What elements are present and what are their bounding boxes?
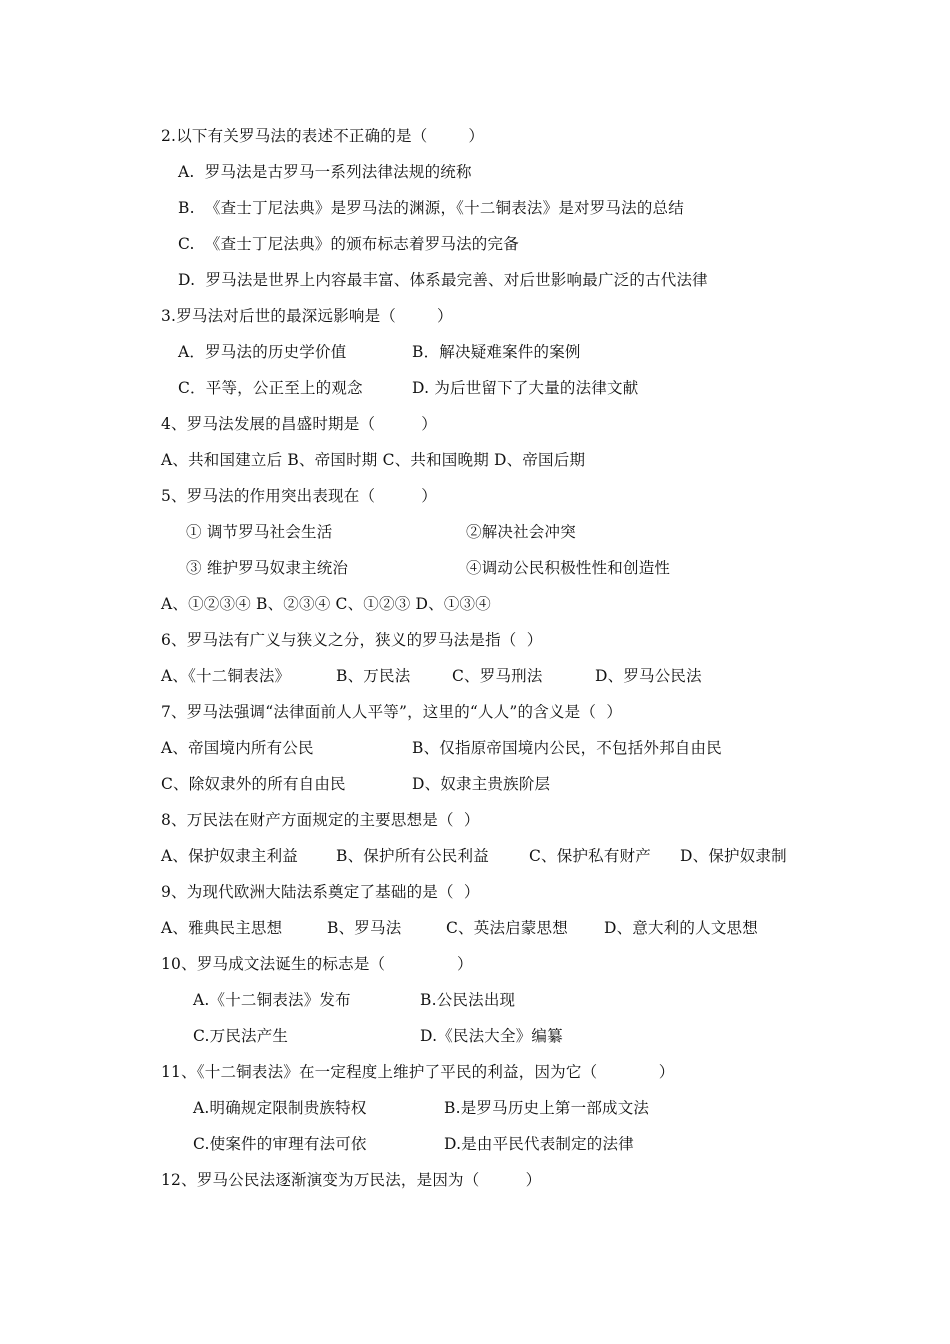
question-2-stem: 2.以下有关罗马法的表述不正确的是（ ） bbox=[161, 127, 485, 145]
question-10-option-d: D.《民法大全》编纂 bbox=[420, 1027, 563, 1045]
question-10-option-a: A.《十二铜表法》发布 bbox=[193, 991, 351, 1009]
question-6-option-a: A、《十二铜表法》 bbox=[161, 667, 291, 685]
question-8-option-a: A、保护奴隶主利益 bbox=[161, 847, 298, 865]
question-4-options: A、共和国建立后 B、帝国时期 C、共和国晚期 D、帝国后期 bbox=[161, 451, 586, 469]
question-3-option-a: A．罗马法的历史学价值 bbox=[178, 343, 347, 361]
question-7-option-d: D、奴隶主贵族阶层 bbox=[412, 775, 551, 793]
question-5-item-4: ④调动公民积极性性和创造性 bbox=[466, 559, 671, 577]
question-2-option-d: D. 罗马法是世界上内容最丰富、体系最完善、对后世影响最广泛的古代法律 bbox=[178, 271, 708, 289]
question-6-option-b: B、万民法 bbox=[336, 667, 411, 685]
question-6-option-d: D、罗马公民法 bbox=[595, 667, 702, 685]
question-6-option-c: C、罗马刑法 bbox=[452, 667, 543, 685]
question-5-item-1: ① 调节罗马社会生活 bbox=[186, 523, 333, 541]
question-11-option-a: A.明确规定限制贵族特权 bbox=[193, 1099, 367, 1117]
question-2-option-b: B. 《查士丁尼法典》是罗马法的渊源，《十二铜表法》是对罗马法的总结 bbox=[178, 199, 684, 217]
question-7-option-b: B、仅指原帝国境内公民，不包括外邦自由民 bbox=[412, 739, 722, 757]
question-9-option-d: D、意大利的人文思想 bbox=[604, 919, 758, 937]
question-5-item-3: ③ 维护罗马奴隶主统治 bbox=[186, 559, 349, 577]
question-12-stem: 12、罗马公民法逐渐演变为万民法，是因为（ ） bbox=[161, 1171, 542, 1189]
question-11-option-c: C.使案件的审理有法可依 bbox=[193, 1135, 367, 1153]
question-3-option-c: C．平等，公正至上的观念 bbox=[178, 379, 363, 397]
question-9-option-a: A、雅典民主思想 bbox=[161, 919, 283, 937]
question-8-option-c: C、保护私有财产 bbox=[529, 847, 651, 865]
question-8-stem: 8、万民法在财产方面规定的主要思想是（ ） bbox=[161, 811, 480, 829]
question-3-option-b: B．解决疑难案件的案例 bbox=[412, 343, 581, 361]
question-3-option-d: D. 为后世留下了大量的法律文献 bbox=[412, 379, 639, 397]
question-2-option-c: C. 《查士丁尼法典》的颁布标志着罗马法的完备 bbox=[178, 235, 519, 253]
question-5-options: A、①②③④ B、②③④ C、①②③ D、①③④ bbox=[161, 595, 491, 613]
question-6-stem: 6、罗马法有广义与狭义之分，狭义的罗马法是指（ ） bbox=[161, 631, 543, 649]
question-11-option-d: D.是由平民代表制定的法律 bbox=[444, 1135, 634, 1153]
question-7-stem: 7、罗马法强调“法律面前人人平等”，这里的“人人”的含义是（ ） bbox=[161, 703, 623, 721]
question-5-item-2: ②解决社会冲突 bbox=[466, 523, 576, 541]
question-10-stem: 10、罗马成文法诞生的标志是（ ） bbox=[161, 955, 473, 973]
question-8-option-b: B、保护所有公民利益 bbox=[336, 847, 489, 865]
question-7-option-a: A、帝国境内所有公民 bbox=[161, 739, 314, 757]
question-11-option-b: B.是罗马历史上第一部成文法 bbox=[444, 1099, 650, 1117]
question-9-stem: 9、为现代欧洲大陆法系奠定了基础的是（ ） bbox=[161, 883, 480, 901]
question-5-stem: 5、罗马法的作用突出表现在（ ） bbox=[161, 487, 438, 505]
question-9-option-b: B、罗马法 bbox=[327, 919, 402, 937]
question-9-option-c: C、英法启蒙思想 bbox=[446, 919, 568, 937]
question-10-option-b: B.公民法出现 bbox=[420, 991, 516, 1009]
question-7-option-c: C、除奴隶外的所有自由民 bbox=[161, 775, 346, 793]
question-8-option-d: D、保护奴隶制 bbox=[680, 847, 787, 865]
question-4-stem: 4、罗马法发展的昌盛时期是（ ） bbox=[161, 415, 438, 433]
question-10-option-c: C.万民法产生 bbox=[193, 1027, 289, 1045]
question-2-option-a: A. 罗马法是古罗马一系列法律法规的统称 bbox=[178, 163, 472, 181]
question-11-stem: 11、《十二铜表法》在一定程度上维护了平民的利益，因为它（ ） bbox=[161, 1063, 675, 1081]
question-3-stem: 3.罗马法对后世的最深远影响是（ ） bbox=[161, 307, 453, 325]
